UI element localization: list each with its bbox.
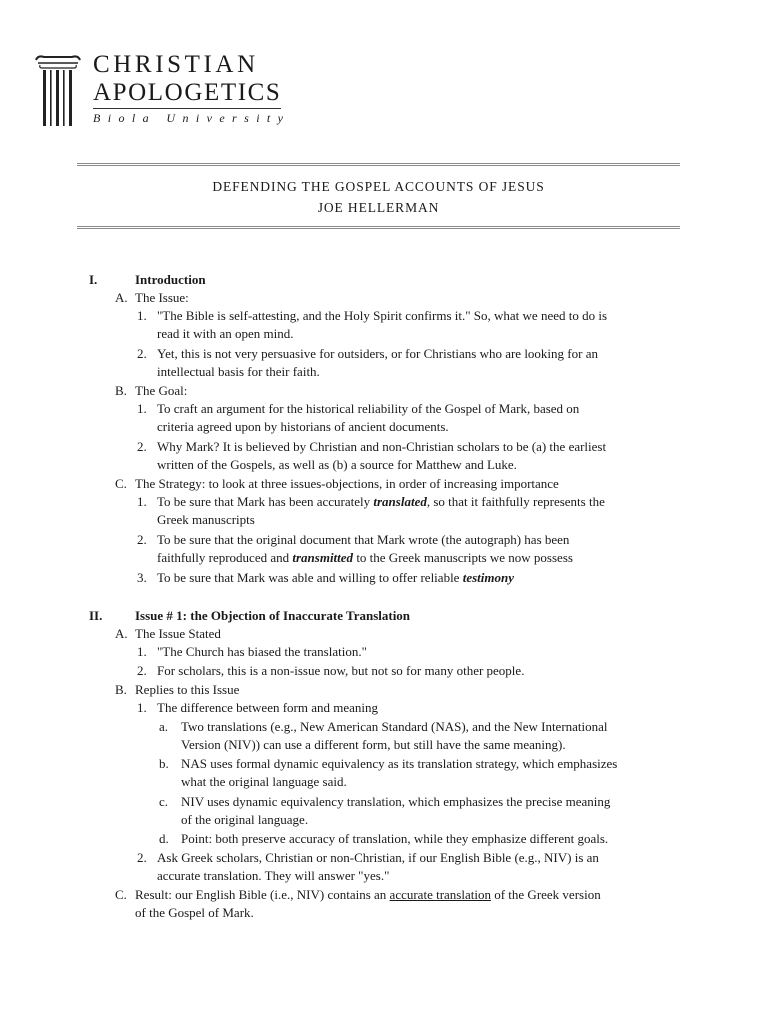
subsection-marker: C. bbox=[115, 476, 127, 491]
item-text-segment: faithfully reproduced and bbox=[157, 550, 293, 565]
subitem-text: Two translations (e.g., New American Standard (NAS), and the New International bbox=[181, 719, 608, 734]
emphasis-transmitted: transmitted bbox=[292, 550, 354, 565]
subsection-label: The Issue: bbox=[135, 290, 189, 305]
subsection-label: The Goal: bbox=[135, 383, 188, 398]
subitem-text: NAS uses formal dynamic equivalency as its translation strategy, which emphasizes bbox=[181, 756, 618, 771]
item-text: To craft an argument for the historical reliability of the Gospel of Mark, based on bbox=[157, 401, 580, 416]
item-number: 1. bbox=[137, 700, 147, 715]
item-text: written of the Gospels, as well as (b) a source for Matthew and Luke. bbox=[157, 457, 517, 472]
logo-text-christian: CHRISTIAN bbox=[93, 51, 259, 78]
item-number: 3. bbox=[137, 570, 147, 585]
subsection-label bbox=[135, 886, 601, 904]
item-number: 2. bbox=[137, 850, 147, 865]
item-number: 1. bbox=[137, 644, 147, 659]
subitem-text: NIV uses dynamic equivalency translation, which emphasizes the precise meaning bbox=[181, 794, 611, 809]
item-text: Why Mark? It is believed by Christian and non-Christian scholars to be (a) the earliest bbox=[157, 439, 607, 454]
item-number: 2. bbox=[137, 346, 147, 361]
logo-text-biola-university: Biola University bbox=[93, 111, 291, 125]
item-text-segment: To be sure that Mark has been accurately bbox=[157, 494, 374, 509]
item-text-segment: To be sure that Mark was able and willing to offer reliable bbox=[157, 570, 463, 585]
column-pillars-icon bbox=[34, 54, 82, 128]
item-text-segment: , so that it faithfully represents the bbox=[426, 494, 605, 509]
item-text-segment: Result: our English Bible (i.e., NIV) contains an bbox=[135, 887, 390, 902]
subsection-marker: A. bbox=[115, 626, 128, 641]
section-number: I. bbox=[89, 272, 98, 287]
document-title: DEFENDING THE GOSPEL ACCOUNTS OF JESUS bbox=[212, 179, 545, 194]
title-rule-top bbox=[77, 163, 680, 166]
subitem-text: Point: both preserve accuracy of translation, while they emphasize different goals. bbox=[181, 831, 609, 846]
item-text: Ask Greek scholars, Christian or non-Christian, if our English Bible (e.g., NIV) is an bbox=[157, 850, 599, 865]
item-number: 2. bbox=[137, 532, 147, 547]
item-text: accurate translation. They will answer "yes." bbox=[157, 868, 390, 883]
document-author: JOE HELLERMAN bbox=[317, 200, 440, 215]
item-number: 2. bbox=[137, 439, 147, 454]
item-text: intellectual basis for their faith. bbox=[157, 364, 320, 379]
logo-text-apologetics: APOLOGETICS bbox=[93, 79, 282, 106]
item-number: 2. bbox=[137, 663, 147, 678]
subsection-label: The Issue Stated bbox=[135, 626, 221, 641]
item-text: For scholars, this is a non-issue now, but not so for many other people. bbox=[157, 663, 525, 678]
subsection-marker: B. bbox=[115, 383, 127, 398]
item-text: To be sure that the original document that Mark wrote (the autograph) has been bbox=[157, 532, 570, 547]
subsection-text: of the Gospel of Mark. bbox=[135, 905, 254, 920]
emphasis-testimony: testimony bbox=[462, 570, 514, 585]
item-text bbox=[157, 569, 514, 587]
subitem-marker: a. bbox=[159, 719, 169, 734]
item-text-segment: of the Greek version bbox=[490, 887, 601, 902]
subitem-text: Version (NIV)) can use a different form, but still have the same meaning). bbox=[181, 737, 566, 752]
subitem-text: of the original language. bbox=[181, 812, 309, 827]
section-heading: Issue # 1: the Objection of Inaccurate Translation bbox=[135, 608, 411, 623]
item-text: read it with an open mind. bbox=[157, 326, 294, 341]
emphasis-translated: translated bbox=[373, 494, 427, 509]
item-text bbox=[157, 493, 605, 511]
logo bbox=[34, 50, 294, 130]
subitem-text: what the original language said. bbox=[181, 774, 347, 789]
item-text: criteria agreed upon by historians of ancient documents. bbox=[157, 419, 449, 434]
subsection-label: Replies to this Issue bbox=[135, 682, 240, 697]
subsection-marker: C. bbox=[115, 887, 127, 902]
item-text bbox=[157, 549, 573, 567]
underlined-accurate-translation: accurate translation bbox=[389, 887, 491, 902]
item-number: 1. bbox=[137, 308, 147, 323]
subitem-marker: b. bbox=[159, 756, 169, 771]
section-number: II. bbox=[89, 608, 103, 623]
section-heading: Introduction bbox=[135, 272, 206, 287]
subitem-marker: d. bbox=[159, 831, 169, 846]
subsection-label: The Strategy: to look at three issues-objections, in order of increasing importance bbox=[135, 476, 559, 491]
item-text: "The Church has biased the translation." bbox=[157, 644, 367, 659]
item-number: 1. bbox=[137, 494, 147, 509]
item-text: Greek manuscripts bbox=[157, 512, 255, 527]
subsection-marker: A. bbox=[115, 290, 128, 305]
item-text-segment: to the Greek manuscripts we now possess bbox=[353, 550, 573, 565]
subitem-marker: c. bbox=[159, 794, 169, 809]
item-text: The difference between form and meaning bbox=[157, 700, 379, 715]
item-text: "The Bible is self-attesting, and the Holy Spirit confirms it." So, what we need to do is bbox=[157, 308, 608, 323]
item-number: 1. bbox=[137, 401, 147, 416]
logo-divider bbox=[93, 108, 281, 109]
subsection-marker: B. bbox=[115, 682, 127, 697]
title-rule-bottom bbox=[77, 226, 680, 229]
item-text: Yet, this is not very persuasive for outsiders, or for Christians who are looking for an bbox=[157, 346, 598, 361]
